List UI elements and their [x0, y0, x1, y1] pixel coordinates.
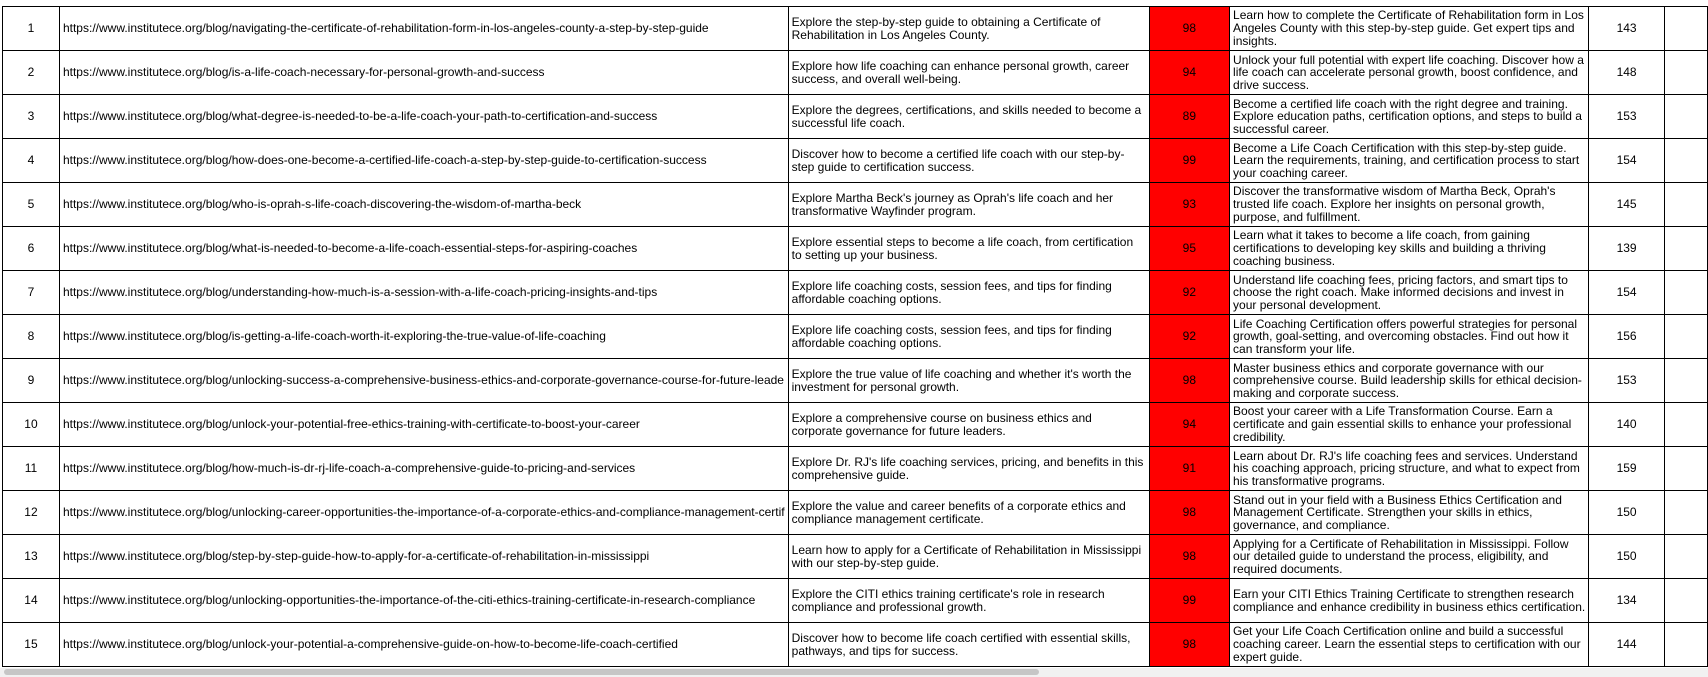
- row-number-cell[interactable]: 10: [3, 403, 60, 447]
- meta-description-text: Learn about Dr. RJ's life coaching fees and services. Understand his coaching approach, pricing structure, and what to expect from his transformative programs.: [1233, 448, 1580, 488]
- url-cell[interactable]: https://www.institutece.org/blog/is-a-life-coach-necessary-for-personal-growth-and-success: [59, 51, 788, 95]
- row-number-cell[interactable]: 5: [3, 183, 60, 227]
- length-cell[interactable]: 143: [1589, 7, 1665, 51]
- score-cell[interactable]: 98: [1149, 359, 1229, 403]
- empty-cell[interactable]: [1664, 183, 1707, 227]
- table-row: [3, 403, 1708, 447]
- meta-description-cell[interactable]: Earn your CITI Ethics Training Certificate to strengthen research compliance and enhance credibility in business ethics certification.: [1230, 579, 1589, 623]
- meta-description-text: Become a certified life coach with the right degree and training. Explore education paths, certification options, and steps to build a successful career.: [1233, 96, 1582, 136]
- length-cell[interactable]: 154: [1589, 139, 1665, 183]
- empty-cell[interactable]: [1664, 491, 1707, 535]
- row-number-cell[interactable]: 12: [3, 491, 60, 535]
- empty-cell[interactable]: [1664, 271, 1707, 315]
- url-cell[interactable]: https://www.institutece.org/blog/step-by-step-guide-how-to-apply-for-a-certificate-of-rehabilitation-in-mississippi: [59, 535, 788, 579]
- table-row: [3, 359, 1708, 403]
- length-cell[interactable]: 159: [1589, 447, 1665, 491]
- table-row: [3, 139, 1708, 183]
- score-cell[interactable]: 89: [1149, 95, 1229, 139]
- url-cell[interactable]: https://www.institutece.org/blog/who-is-oprah-s-life-coach-discovering-the-wisdom-of-martha-beck: [59, 183, 788, 227]
- empty-cell[interactable]: [1664, 315, 1707, 359]
- meta-description-cell[interactable]: [1230, 139, 1589, 183]
- score-cell[interactable]: 91: [1149, 447, 1229, 491]
- url-cell[interactable]: https://www.institutece.org/blog/navigating-the-certificate-of-rehabilitation-form-in-los-angeles-county-a-step-by-step-guide: [59, 7, 788, 51]
- meta-description-cell[interactable]: [1230, 359, 1589, 403]
- length-cell[interactable]: 139: [1589, 227, 1665, 271]
- meta-title-cell[interactable]: Explore the step-by-step guide to obtaining a Certificate of Rehabilitation in Los Angeles County.: [788, 7, 1149, 51]
- meta-description-cell[interactable]: [1230, 447, 1589, 491]
- meta-description-cell[interactable]: [1230, 535, 1589, 579]
- score-cell[interactable]: 93: [1149, 183, 1229, 227]
- score-cell[interactable]: 99: [1149, 139, 1229, 183]
- url-cell[interactable]: https://www.institutece.org/blog/how-much-is-dr-rj-life-coach-a-comprehensive-guide-to-pricing-and-services: [59, 447, 788, 491]
- table-row: [3, 51, 1708, 95]
- row-number-cell[interactable]: 9: [3, 359, 60, 403]
- row-number-cell[interactable]: 13: [3, 535, 60, 579]
- empty-cell[interactable]: [1664, 447, 1707, 491]
- url-cell[interactable]: https://www.institutece.org/blog/unlocking-success-a-comprehensive-business-ethics-and-corporate-governance-course-for-future-leade: [59, 359, 788, 403]
- length-cell[interactable]: 150: [1589, 535, 1665, 579]
- meta-title-cell[interactable]: Explore how life coaching can enhance personal growth, career success, and overall well-being.: [788, 51, 1149, 95]
- meta-title-cell[interactable]: Explore life coaching costs, session fees, and tips for finding affordable coaching options.: [788, 271, 1149, 315]
- url-cell[interactable]: https://www.institutece.org/blog/how-does-one-become-a-certified-life-coach-a-step-by-step-guide-to-certification-success: [59, 139, 788, 183]
- empty-cell[interactable]: [1664, 359, 1707, 403]
- meta-title-cell[interactable]: Explore Martha Beck's journey as Oprah's life coach and her transformative Wayfinder program.: [788, 183, 1149, 227]
- meta-description-cell[interactable]: [1230, 271, 1589, 315]
- url-cell[interactable]: https://www.institutece.org/blog/what-is-needed-to-become-a-life-coach-essential-steps-for-aspiring-coaches: [59, 227, 788, 271]
- meta-description-text: Life Coaching Certification offers powerful strategies for personal growth, goal-setting, and overcoming obstacles. Find out how it can transform your life.: [1233, 316, 1578, 356]
- score-cell[interactable]: 94: [1149, 51, 1229, 95]
- length-cell[interactable]: 145: [1589, 183, 1665, 227]
- length-cell[interactable]: 153: [1589, 359, 1665, 403]
- url-cell[interactable]: https://www.institutece.org/blog/unlocking-career-opportunities-the-importance-of-a-corporate-ethics-and-compliance-management-certif: [59, 491, 788, 535]
- row-number-cell[interactable]: 3: [3, 95, 60, 139]
- empty-cell[interactable]: [1664, 623, 1707, 667]
- url-cell[interactable]: https://www.institutece.org/blog/understanding-how-much-is-a-session-with-a-life-coach-pricing-insights-and-tips: [59, 271, 788, 315]
- length-cell[interactable]: 153: [1589, 95, 1665, 139]
- score-cell[interactable]: 92: [1149, 271, 1229, 315]
- meta-title-cell[interactable]: Explore the true value of life coaching and whether it's worth the investment for personal growth.: [788, 359, 1149, 403]
- length-cell[interactable]: 154: [1589, 271, 1665, 315]
- length-cell[interactable]: 150: [1589, 491, 1665, 535]
- meta-description-text: Stand out in your field with a Business Ethics Certification and Management Certificate. Strengthen your skills in ethics, governance, and compliance.: [1233, 492, 1562, 532]
- meta-description-cell[interactable]: [1230, 491, 1589, 535]
- score-cell[interactable]: 98: [1149, 491, 1229, 535]
- meta-title-cell[interactable]: Explore essential steps to become a life coach, from certification to setting up your business.: [788, 227, 1149, 271]
- meta-description-cell[interactable]: Boost your career with a Life Transformation Course. Earn a certificate and gain essential skills to enhance your professional credibility.: [1230, 403, 1589, 447]
- score-cell[interactable]: 98: [1149, 7, 1229, 51]
- meta-description-text: Master business ethics and corporate governance with our comprehensive course. Build leadership skills for ethical decision-making and corporate success.: [1233, 360, 1582, 400]
- score-cell[interactable]: 99: [1149, 579, 1229, 623]
- meta-title-cell[interactable]: Learn how to apply for a Certificate of Rehabilitation in Mississippi with our step-by-step guide.: [788, 535, 1149, 579]
- meta-description-cell[interactable]: Discover the transformative wisdom of Martha Beck, Oprah's trusted life coach. Explore her insights on personal growth, purpose, and fulfillment.: [1230, 183, 1589, 227]
- row-number-cell[interactable]: 8: [3, 315, 60, 359]
- meta-description-cell[interactable]: [1230, 95, 1589, 139]
- table-row: [3, 447, 1708, 491]
- length-cell[interactable]: 144: [1589, 623, 1665, 667]
- meta-title-cell[interactable]: Explore a comprehensive course on business ethics and corporate governance for future leaders.: [788, 403, 1149, 447]
- empty-cell[interactable]: [1664, 51, 1707, 95]
- row-number-cell[interactable]: 6: [3, 227, 60, 271]
- empty-cell[interactable]: [1664, 579, 1707, 623]
- score-cell[interactable]: 94: [1149, 403, 1229, 447]
- score-cell[interactable]: 95: [1149, 227, 1229, 271]
- table-row: [3, 491, 1708, 535]
- empty-cell[interactable]: [1664, 95, 1707, 139]
- empty-cell[interactable]: [1664, 227, 1707, 271]
- table-row: [3, 315, 1708, 359]
- table-row: [3, 623, 1708, 667]
- url-cell[interactable]: https://www.institutece.org/blog/unlock-your-potential-free-ethics-training-with-certificate-to-boost-your-career: [59, 403, 788, 447]
- table-row: [3, 7, 1708, 51]
- meta-title-cell[interactable]: Discover how to become a certified life coach with our step-by-step guide to certification success.: [788, 139, 1149, 183]
- length-cell[interactable]: 134: [1589, 579, 1665, 623]
- meta-description-cell[interactable]: [1230, 51, 1589, 95]
- url-cell[interactable]: https://www.institutece.org/blog/unlocking-opportunities-the-importance-of-the-citi-ethics-training-certificate-in-research-compliance: [59, 579, 788, 623]
- score-cell[interactable]: 98: [1149, 535, 1229, 579]
- horizontal-scrollbar[interactable]: [0, 668, 1708, 677]
- meta-title-cell[interactable]: Explore the CITI ethics training certificate's role in research compliance and professional growth.: [788, 579, 1149, 623]
- row-number-cell[interactable]: 15: [3, 623, 60, 667]
- meta-description-cell[interactable]: [1230, 315, 1589, 359]
- row-number-cell[interactable]: 14: [3, 579, 60, 623]
- meta-title-cell[interactable]: Explore the value and career benefits of a corporate ethics and compliance management certificate.: [788, 491, 1149, 535]
- row-number-cell[interactable]: 2: [3, 51, 60, 95]
- empty-cell[interactable]: [1664, 535, 1707, 579]
- empty-cell[interactable]: [1664, 403, 1707, 447]
- row-number-cell[interactable]: 4: [3, 139, 60, 183]
- meta-title-cell[interactable]: Explore life coaching costs, session fees, and tips for finding affordable coaching options.: [788, 315, 1149, 359]
- table-row: [3, 183, 1708, 227]
- table-body: [3, 7, 1708, 667]
- empty-cell[interactable]: [1664, 139, 1707, 183]
- row-number-cell[interactable]: 7: [3, 271, 60, 315]
- empty-cell[interactable]: [1664, 7, 1707, 51]
- meta-description-text: Unlock your full potential with expert life coaching. Discover how a life coach can accelerate personal growth, boost confidence, and drive success.: [1233, 52, 1584, 92]
- table-row: [3, 579, 1708, 623]
- meta-title-cell[interactable]: Discover how to become life coach certified with essential skills, pathways, and tips for success.: [788, 623, 1149, 667]
- score-cell[interactable]: 92: [1149, 315, 1229, 359]
- meta-description-text: Understand life coaching fees, pricing factors, and smart tips to choose the right coach. Make informed decisions and invest in your personal development.: [1233, 272, 1568, 312]
- row-number-cell[interactable]: 11: [3, 447, 60, 491]
- meta-title-cell[interactable]: Explore the degrees, certifications, and skills needed to become a successful life coach.: [788, 95, 1149, 139]
- length-cell[interactable]: 156: [1589, 315, 1665, 359]
- score-cell[interactable]: 98: [1149, 623, 1229, 667]
- meta-description-text: Applying for a Certificate of Rehabilitation in Mississippi. Follow our detailed guide to understand the process, eligibility, and required documents.: [1233, 536, 1569, 576]
- meta-description-text: Become a Life Coach Certification with this step-by-step guide. Learn the requirements, training, and certification process to start your coaching career.: [1233, 140, 1580, 180]
- url-cell[interactable]: https://www.institutece.org/blog/unlock-your-potential-a-comprehensive-guide-on-how-to-become-life-coach-certified: [59, 623, 788, 667]
- scrollbar-thumb[interactable]: [4, 669, 1039, 675]
- url-cell[interactable]: https://www.institutece.org/blog/what-degree-is-needed-to-be-a-life-coach-your-path-to-certification-and-success: [59, 95, 788, 139]
- meta-description-cell[interactable]: Learn how to complete the Certificate of Rehabilitation form in Los Angeles County with this step-by-step guide. Get expert tips and insights.: [1230, 7, 1589, 51]
- meta-title-cell[interactable]: Explore Dr. RJ's life coaching services, pricing, and benefits in this comprehensive guide.: [788, 447, 1149, 491]
- data-table: [2, 6, 1708, 667]
- table-row: [3, 95, 1708, 139]
- table-row: [3, 535, 1708, 579]
- length-cell[interactable]: 140: [1589, 403, 1665, 447]
- length-cell[interactable]: 148: [1589, 51, 1665, 95]
- meta-description-cell[interactable]: Learn what it takes to become a life coach, from gaining certifications to developing key skills and building a thriving coaching business.: [1230, 227, 1589, 271]
- url-cell[interactable]: https://www.institutece.org/blog/is-getting-a-life-coach-worth-it-exploring-the-true-value-of-life-coaching: [59, 315, 788, 359]
- row-number-cell[interactable]: 1: [3, 7, 60, 51]
- table-row: [3, 271, 1708, 315]
- table-row: [3, 227, 1708, 271]
- meta-description-cell[interactable]: Get your Life Coach Certification online and build a successful coaching career. Learn the essential steps to certification with our expert guide.: [1230, 623, 1589, 667]
